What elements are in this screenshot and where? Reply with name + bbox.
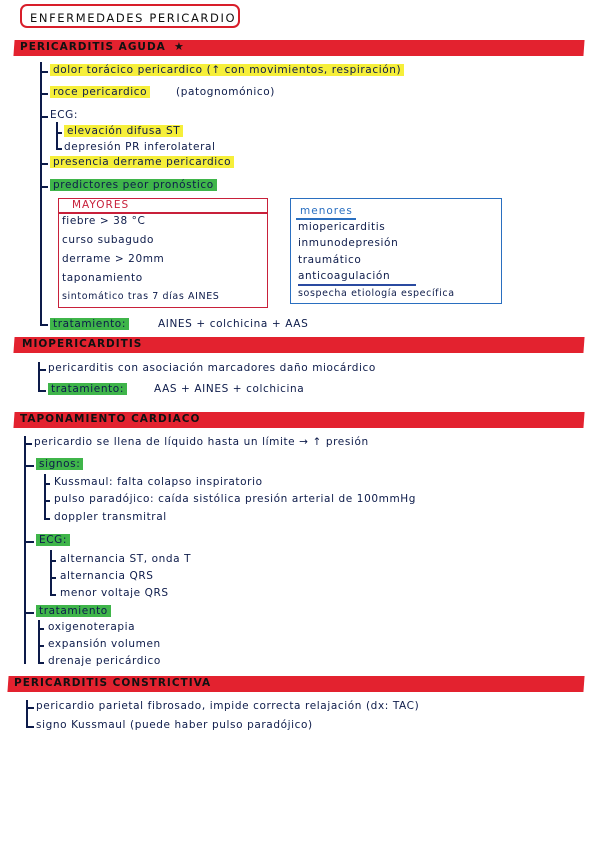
section-header-constrictiva: PERICARDITIS CONSTRICTIVA: [14, 677, 212, 689]
tree-branch: [40, 116, 48, 118]
signos-item: pulso paradójico: caída sistólica presión arterial de 100mmHg: [54, 493, 417, 505]
tree-line: [26, 700, 28, 728]
section-header-taponamiento: TAPONAMIENTO CARDIACO: [20, 413, 201, 425]
section-header-miopericarditis: MIOPERICARDITIS: [22, 338, 143, 350]
tree-line: [50, 550, 52, 596]
box-divider: [296, 218, 356, 220]
list-item: pericardio parietal fibrosado, impide correcta relajación (dx: TAC): [36, 700, 420, 712]
tree-branch: [38, 628, 44, 630]
tree-branch: [38, 390, 46, 392]
treatment-label: tratamiento: [36, 605, 111, 617]
ecg-item: alternancia QRS: [60, 570, 154, 582]
list-item: signo Kussmaul (puede haber pulso paradójico): [36, 719, 313, 731]
list-item: elevación difusa ST: [64, 125, 183, 137]
mayores-item: derrame > 20mm: [62, 253, 165, 265]
treatment-label: tratamiento:: [48, 383, 127, 395]
ecg-item: alternancia ST, onda T: [60, 553, 192, 565]
list-item: predictores peor pronóstico: [50, 179, 217, 191]
treatment-label: tratamiento:: [50, 318, 129, 330]
treatment-item: oxigenoterapia: [48, 621, 136, 633]
list-item-note: (patognomónico): [176, 86, 275, 98]
menores-item: miopericarditis: [298, 221, 386, 233]
list-item: ECG:: [50, 109, 79, 121]
tree-branch: [38, 662, 44, 664]
tree-line: [44, 474, 46, 520]
tree-line: [38, 362, 40, 392]
ecg-label: ECG:: [36, 534, 70, 546]
tree-branch: [50, 577, 56, 579]
signos-label: signos:: [36, 458, 83, 470]
tree-branch: [38, 369, 46, 371]
signos-item: doppler transmitral: [54, 511, 167, 523]
menores-item: traumático: [298, 254, 362, 266]
menores-item: inmunodepresión: [298, 237, 399, 249]
treatment-item: drenaje pericárdico: [48, 655, 161, 667]
tree-branch: [24, 612, 34, 614]
tree-line: [24, 436, 26, 664]
tree-branch: [40, 93, 48, 95]
menores-item: anticoagulación: [298, 270, 391, 282]
treatment-text: AAS + AINES + colchicina: [154, 383, 305, 395]
tree-branch: [24, 541, 34, 543]
tree-branch: [24, 443, 32, 445]
tree-line: [40, 62, 42, 326]
ecg-item: menor voltaje QRS: [60, 587, 169, 599]
menores-item: sospecha etiología específica: [298, 288, 455, 299]
box-divider: [58, 212, 268, 214]
tree-branch: [24, 465, 34, 467]
tree-branch: [56, 132, 62, 134]
signos-item: Kussmaul: falta colapso inspiratorio: [54, 476, 263, 488]
list-item: presencia derrame pericardico: [50, 156, 234, 168]
tree-branch: [40, 163, 48, 165]
mayores-item: fiebre > 38 °C: [62, 215, 146, 227]
page-title: ENFERMEDADES PERICARDIO: [20, 4, 240, 28]
underline: [298, 284, 416, 286]
list-item: dolor torácico pericardico (↑ con movimientos, respiración): [50, 64, 404, 76]
treatment-item: expansión volumen: [48, 638, 161, 650]
section-header-pericarditis-aguda: PERICARDITIS AGUDA: [20, 41, 166, 53]
tree-line: [38, 620, 40, 664]
tree-branch: [44, 500, 50, 502]
mayores-item: taponamiento: [62, 272, 143, 284]
tree-branch: [44, 483, 50, 485]
tree-branch: [26, 726, 34, 728]
tree-branch: [50, 594, 56, 596]
mayores-heading: MAYORES: [72, 199, 130, 211]
mayores-item: sintomático tras 7 días AINES: [62, 291, 220, 302]
list-item: pericardio se llena de líquido hasta un límite → ↑ presión: [34, 436, 369, 448]
tree-branch: [38, 645, 44, 647]
tree-branch: [40, 186, 48, 188]
list-item: depresión PR inferolateral: [64, 141, 216, 153]
tree-line: [56, 122, 58, 150]
menores-heading: menores: [300, 205, 353, 217]
tree-branch: [40, 71, 48, 73]
mayores-item: curso subagudo: [62, 234, 155, 246]
list-item: pericarditis con asociación marcadores daño miocárdico: [48, 362, 376, 374]
star-icon: ★: [174, 40, 184, 53]
treatment-text: AINES + colchicina + AAS: [158, 318, 309, 330]
tree-branch: [44, 518, 50, 520]
list-item: roce pericardico: [50, 86, 150, 98]
tree-branch: [50, 560, 56, 562]
tree-branch: [40, 324, 48, 326]
tree-branch: [26, 707, 34, 709]
tree-branch: [56, 148, 62, 150]
